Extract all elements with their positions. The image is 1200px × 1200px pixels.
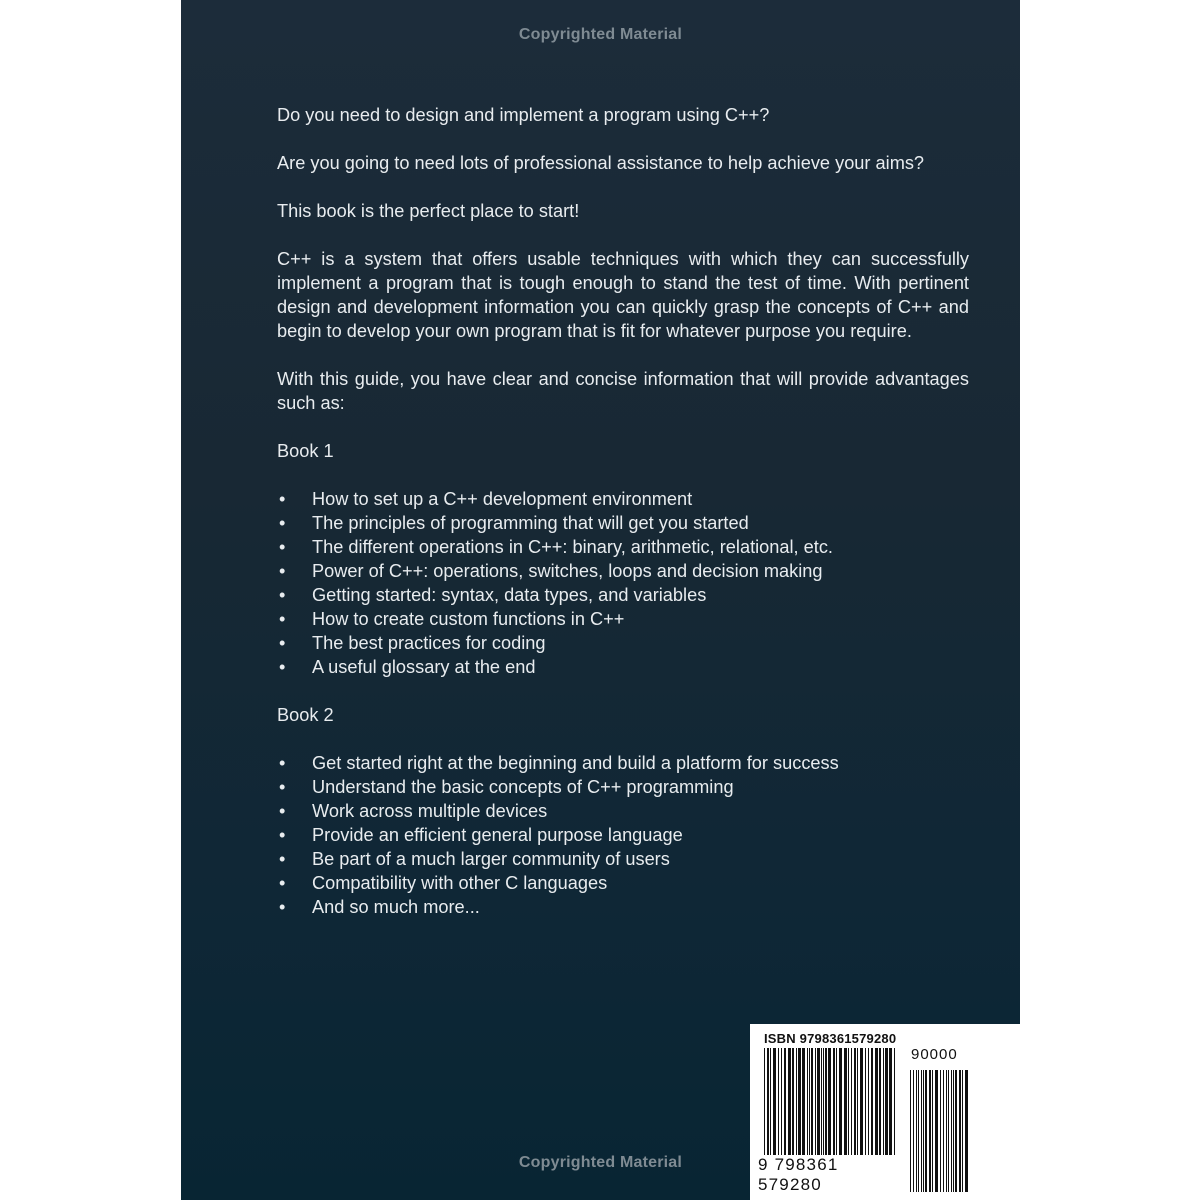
book2-list [277, 751, 969, 919]
list-item [277, 559, 969, 583]
list-item-text: Understand the basic concepts of C++ programming [312, 777, 734, 797]
list-item [277, 607, 969, 631]
book-back-cover [181, 0, 1020, 1200]
bullet-icon: • [279, 849, 286, 869]
barcode-bar [965, 1070, 968, 1192]
list-item-text: The different operations in C++: binary, arithmetic, relational, etc. [312, 537, 833, 557]
list-item [277, 847, 969, 871]
intro-paragraph-1: Do you need to design and implement a program using C++? [277, 105, 770, 125]
list-item-text: How to set up a C++ development environment [312, 489, 693, 509]
bullet-icon: • [279, 753, 286, 773]
barcode-bar [913, 1070, 914, 1192]
list-item [277, 655, 969, 679]
list-item [277, 775, 969, 799]
intro-paragraph-4: C++ is a system that offers usable techniques with which they can successfully implement a program that is tough enough to stand the test of time. With pertinent design and development information you can quickly grasp the concepts of C++ and begin to develop your own program that is fit for whatever purpose you require. [277, 249, 969, 341]
list-item-text: Power of C++: operations, switches, loops and decision making [312, 561, 823, 581]
list-item-text: Get started right at the beginning and build a platform for success [312, 753, 839, 773]
bullet-icon: • [279, 777, 286, 797]
book1-list [277, 487, 969, 679]
barcode-bar [910, 1070, 911, 1192]
barcode-bar [935, 1070, 938, 1192]
isbn-digits: 9 798361 579280 [752, 1155, 908, 1195]
list-item-text: Getting started: syntax, data types, and variables [312, 585, 707, 605]
isbn-label: ISBN 9798361579280 [764, 1031, 897, 1046]
intro-paragraph-3: This book is the perfect place to start! [277, 201, 580, 221]
barcode-bar [959, 1070, 961, 1192]
book2-heading: Book 2 [277, 705, 334, 725]
barcode-bar [943, 1070, 944, 1192]
list-item-text: Provide an efficient general purpose language [312, 825, 683, 845]
list-item [277, 751, 969, 775]
list-item [277, 631, 969, 655]
bullet-icon: • [279, 609, 286, 629]
book1-heading: Book 1 [277, 441, 334, 461]
barcode-bar [953, 1070, 954, 1192]
list-item [277, 799, 969, 823]
list-item [277, 583, 969, 607]
barcode-bar [921, 1070, 922, 1192]
bullet-icon: • [279, 537, 286, 557]
list-item-text: And so much more... [312, 897, 480, 917]
bullet-icon: • [279, 897, 286, 917]
isbn-addon-digits: 90000 [911, 1046, 958, 1063]
intro-paragraph-2: Are you going to need lots of professional assistance to help achieve your aims? [277, 153, 925, 173]
bullet-icon: • [279, 801, 286, 821]
bullet-icon: • [279, 825, 286, 845]
barcode-bar [925, 1070, 927, 1192]
watermark-top: Copyrighted Material [518, 26, 683, 43]
bullet-icon: • [279, 873, 286, 893]
list-item-text: Compatibility with other C languages [312, 873, 608, 893]
barcode-bar [916, 1070, 917, 1192]
list-item-text: The best practices for coding [312, 633, 546, 653]
barcode-bar [946, 1070, 947, 1192]
list-item-text: Be part of a much larger community of users [312, 849, 670, 869]
list-item-text: Work across multiple devices [312, 801, 548, 821]
list-item [277, 535, 969, 559]
list-item [277, 895, 969, 919]
barcode-bar [948, 1070, 949, 1192]
watermark-bottom: Copyrighted Material [518, 1154, 683, 1171]
barcode-bar [940, 1070, 941, 1192]
barcode-bar [962, 1070, 963, 1192]
bullet-icon: • [279, 513, 286, 533]
blurb-text [277, 103, 969, 943]
list-item [277, 871, 969, 895]
list-item [277, 823, 969, 847]
list-item-text: How to create custom functions in C++ [312, 609, 625, 629]
isbn-barcode [750, 1024, 1020, 1200]
barcode-bar [929, 1070, 931, 1192]
list-item-text: The principles of programming that will get you started [312, 513, 749, 533]
bullet-icon: • [279, 585, 286, 605]
list-item [277, 511, 969, 535]
barcode-bar [918, 1070, 919, 1192]
barcode-bar [955, 1070, 957, 1192]
bullet-icon: • [279, 657, 286, 677]
bullet-icon: • [279, 561, 286, 581]
bullet-icon: • [279, 633, 286, 653]
intro-paragraph-5: With this guide, you have clear and concise information that will provide advantages such as: [277, 369, 969, 413]
bullet-icon: • [279, 489, 286, 509]
list-item [277, 487, 969, 511]
barcode-bar [951, 1070, 952, 1192]
barcode-bar [932, 1070, 933, 1192]
barcode-bar [923, 1070, 924, 1192]
list-item-text: A useful glossary at the end [312, 657, 536, 677]
barcode-addon-bars [910, 1070, 968, 1192]
